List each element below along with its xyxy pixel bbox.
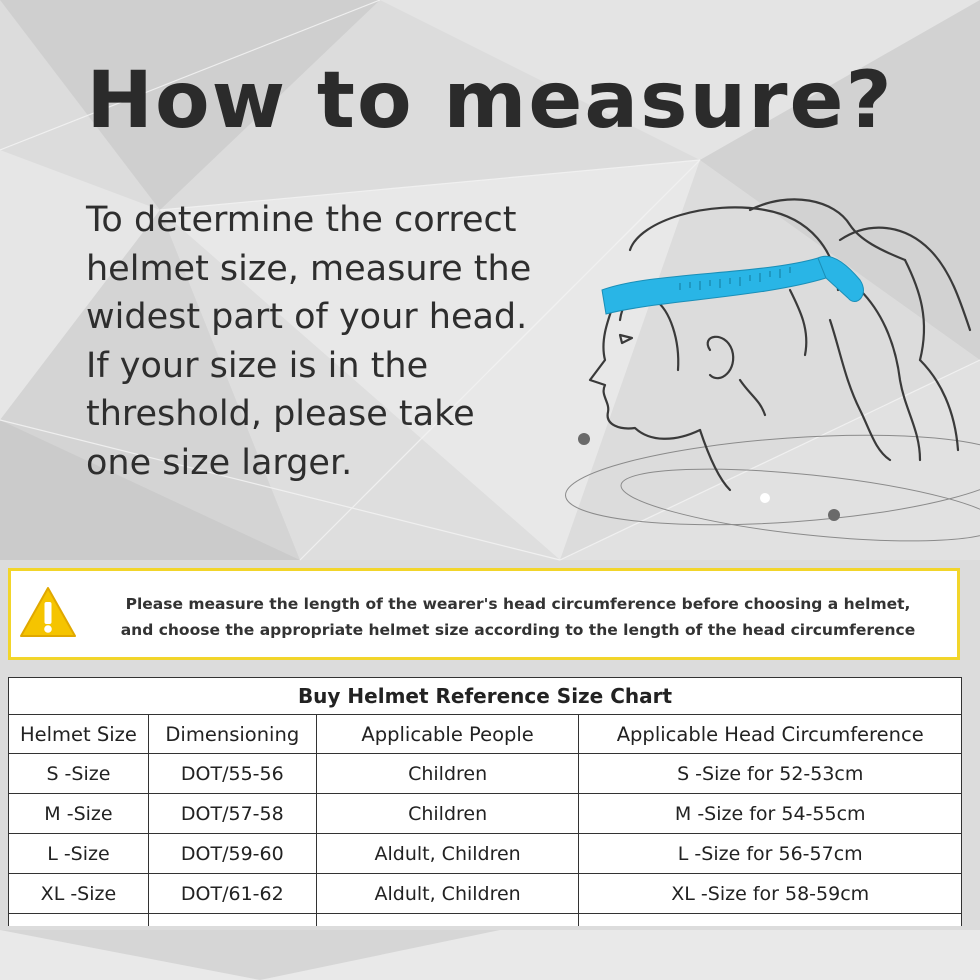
table-row — [9, 794, 962, 834]
table-cell: L -Size for 56-57cm — [579, 834, 962, 874]
table-cell: Children — [316, 794, 579, 834]
table-cell: Aldult, Children — [316, 834, 579, 874]
column-header: Applicable People — [316, 715, 579, 754]
table-row — [9, 874, 962, 914]
column-header: Dimensioning — [148, 715, 316, 754]
table-cell: S -Size — [9, 754, 149, 794]
page-title: How to measure? — [86, 56, 894, 146]
notice-line: Please measure the length of the wearer's head circumference before choosing a helmet, — [125, 595, 911, 613]
warning-icon — [19, 585, 77, 639]
table-cell: XL -Size for 58-59cm — [579, 874, 962, 914]
table-cell: DOT/59-60 — [148, 834, 316, 874]
orbit-dot — [578, 433, 590, 445]
intro-text — [86, 196, 586, 487]
notice-text — [83, 591, 953, 643]
table-row-cutoff — [9, 914, 962, 927]
measuring-tape-end — [818, 256, 863, 301]
head-measure-illustration — [560, 180, 980, 550]
column-header: Helmet Size — [9, 715, 149, 754]
empty-cell — [316, 914, 579, 927]
intro-line: helmet size, measure the — [86, 248, 532, 289]
orbit-dot — [760, 493, 770, 503]
table-row — [9, 834, 962, 874]
table-cell: XL -Size — [9, 874, 149, 914]
notice-line: and choose the appropriate helmet size according to the length of the head circumference — [120, 621, 916, 639]
empty-cell — [148, 914, 316, 927]
empty-cell — [9, 914, 149, 927]
intro-line: threshold, please take — [86, 394, 475, 434]
head-outline — [590, 199, 970, 490]
column-header: Applicable Head Circumference — [579, 715, 962, 754]
intro-line: If your size is in the — [86, 345, 429, 386]
table-cell: Aldult, Children — [316, 874, 579, 914]
intro-line: widest part of your head. — [86, 297, 528, 337]
table-cell: DOT/55-56 — [148, 754, 316, 794]
table-cell: S -Size for 52-53cm — [579, 754, 962, 794]
table-cell: DOT/61-62 — [148, 874, 316, 914]
table-cell: Children — [316, 754, 579, 794]
intro-line: To determine the correct — [86, 200, 517, 240]
measurement-notice — [8, 568, 960, 660]
measuring-tape — [602, 258, 826, 314]
table-cell: M -Size — [9, 794, 149, 834]
table-cell: M -Size for 54-55cm — [579, 794, 962, 834]
size-chart-title: Buy Helmet Reference Size Chart — [9, 678, 962, 715]
intro-line: one size larger. — [86, 442, 353, 483]
table-row — [9, 754, 962, 794]
table-cell: DOT/57-58 — [148, 794, 316, 834]
orbit-dot — [828, 509, 840, 521]
table-cell: L -Size — [9, 834, 149, 874]
empty-cell — [579, 914, 962, 927]
size-chart-table — [8, 677, 962, 926]
